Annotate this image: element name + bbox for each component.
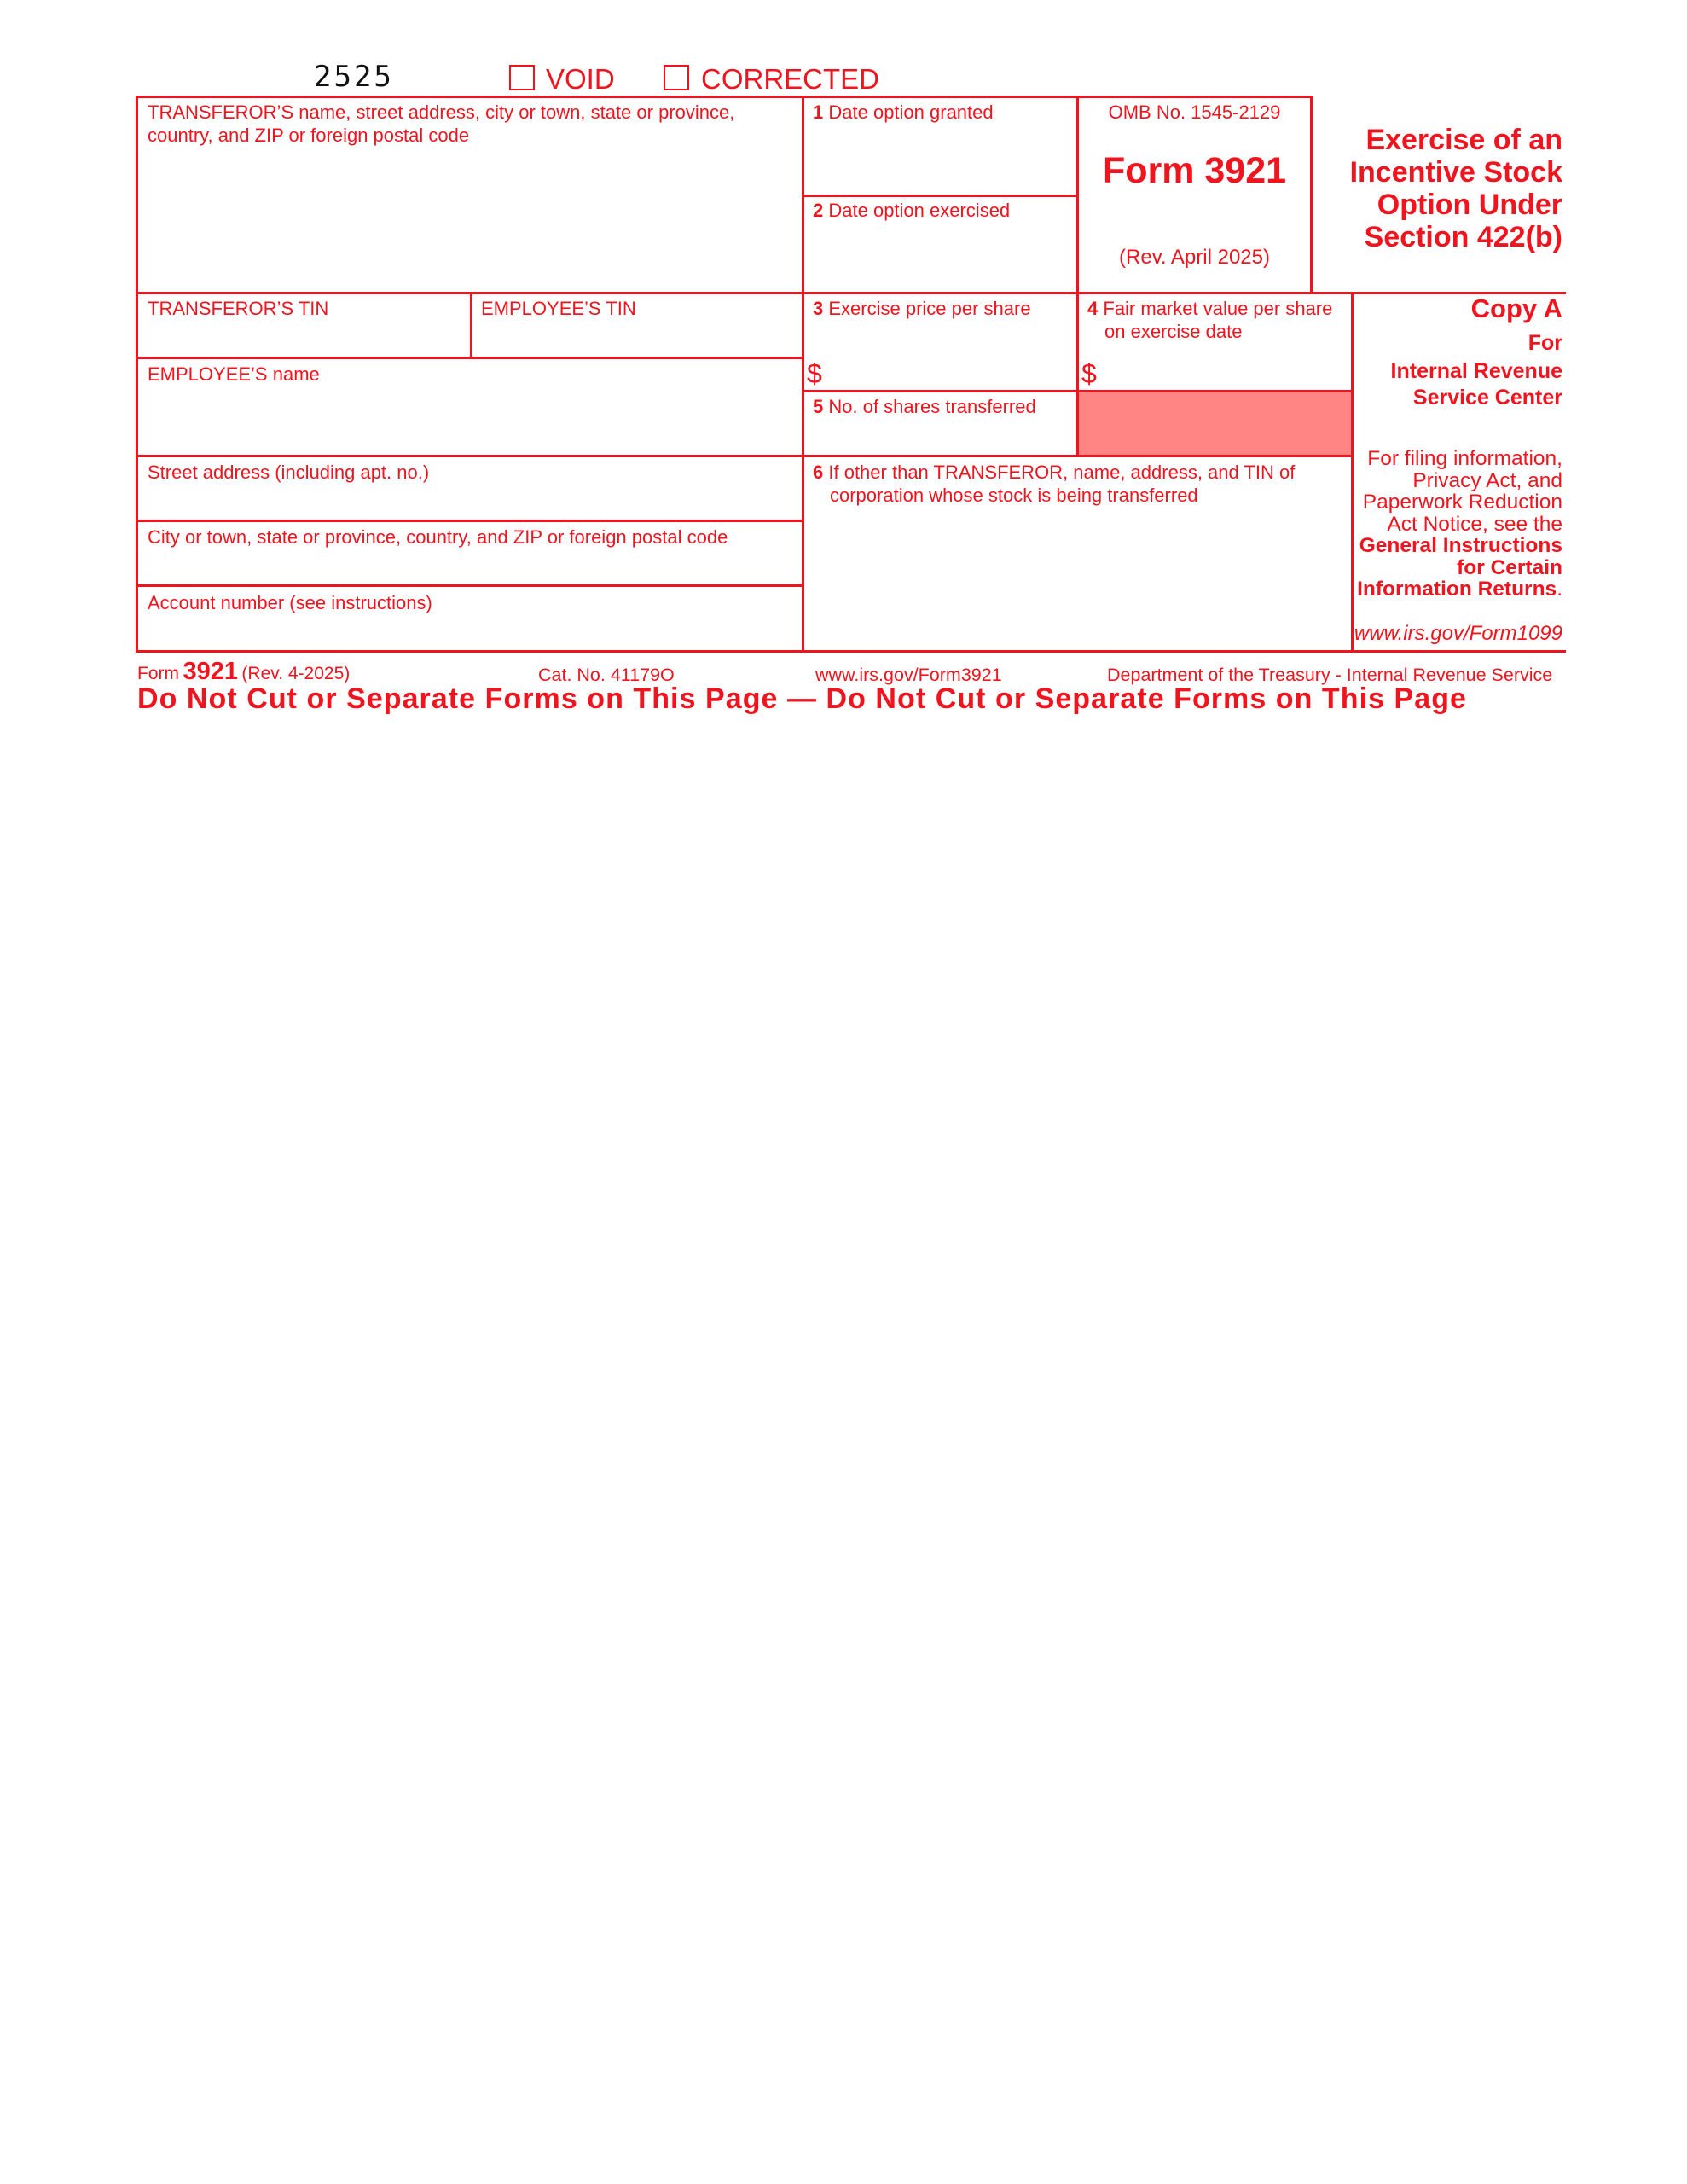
filing-info-line2: Privacy Act, and bbox=[1412, 468, 1562, 492]
account-number-field[interactable] bbox=[138, 616, 802, 650]
box5-label bbox=[813, 395, 1036, 418]
street-address-label: Street address (including apt. no.) bbox=[148, 462, 430, 483]
copy-destination-line1: Internal Revenue bbox=[1390, 359, 1562, 383]
form-title: Form 3921 bbox=[1102, 150, 1287, 191]
box4-label-line2: on exercise date bbox=[1104, 321, 1243, 342]
box2-number: 2 bbox=[813, 200, 824, 221]
box3-dollar-sign: $ bbox=[807, 358, 822, 389]
box5-text: No. of shares transferred bbox=[828, 396, 1036, 417]
copy-destination bbox=[1391, 358, 1562, 411]
general-instructions-period: . bbox=[1557, 578, 1562, 601]
box3-number: 3 bbox=[813, 298, 824, 319]
transferor-name-label-line2: country, and ZIP or foreign postal code bbox=[148, 125, 470, 146]
box6-label-line2: corporation whose stock is being transferred bbox=[830, 485, 1198, 506]
transferor-name-field[interactable] bbox=[138, 149, 802, 292]
box2-text: Date option exercised bbox=[828, 200, 1011, 221]
irs-form1099-link[interactable]: www.irs.gov/Form1099 bbox=[1354, 622, 1562, 645]
employee-tin-label: EMPLOYEE’S TIN bbox=[481, 298, 636, 319]
copy-a-label: Copy A bbox=[1470, 293, 1562, 323]
box1-text: Date option granted bbox=[828, 102, 994, 123]
filing-info bbox=[1357, 448, 1562, 601]
void-label: VOID bbox=[546, 63, 615, 95]
revision-date: (Rev. April 2025) bbox=[1119, 246, 1270, 269]
box3-text: Exercise price per share bbox=[828, 298, 1031, 319]
side-title-line4: Section 422(b) bbox=[1364, 221, 1562, 253]
footer-revision: (Rev. 4-2025) bbox=[241, 664, 351, 683]
box2-label bbox=[813, 199, 1010, 222]
void-checkbox[interactable] bbox=[509, 65, 535, 90]
employee-name-label: EMPLOYEE’S name bbox=[148, 363, 320, 385]
general-instructions-line1: General Instructions bbox=[1359, 534, 1562, 557]
box4-label-line1 bbox=[1087, 297, 1332, 320]
footer-cat-number: Cat. No. 41179O bbox=[538, 665, 675, 685]
footer-form-word: Form bbox=[137, 664, 179, 683]
omb-number: OMB No. 1545-2129 bbox=[1108, 102, 1281, 123]
box3-label bbox=[813, 297, 1031, 320]
footer-form-number: 3921 bbox=[183, 658, 238, 685]
copy-for-label: For bbox=[1528, 331, 1562, 355]
city-field[interactable] bbox=[138, 550, 802, 584]
employee-name-field[interactable] bbox=[138, 387, 802, 455]
city-label: City or town, state or province, country, and ZIP or foreign postal code bbox=[148, 526, 728, 548]
footer-department: Department of the Treasury - Internal Revenue Service bbox=[1107, 665, 1553, 685]
date-option-exercised-field[interactable] bbox=[804, 224, 1076, 292]
box6-text-line1: If other than TRANSFEROR, name, address, and TIN of bbox=[828, 462, 1296, 483]
box4-dollar-sign: $ bbox=[1081, 358, 1097, 389]
box6-number: 6 bbox=[813, 462, 824, 483]
transferor-name-label-line1: TRANSFEROR’S name, street address, city or town, state or province, bbox=[148, 102, 735, 123]
corrected-label: CORRECTED bbox=[701, 63, 880, 95]
copy-destination-line2: Service Center bbox=[1412, 386, 1562, 410]
date-option-granted-field[interactable] bbox=[804, 126, 1076, 195]
transferor-tin-label: TRANSFEROR’S TIN bbox=[148, 298, 329, 319]
side-title-line2: Incentive Stock bbox=[1349, 156, 1562, 189]
shaded-box bbox=[1079, 392, 1351, 455]
box6-label-line1 bbox=[813, 461, 1295, 484]
shares-transferred-field[interactable] bbox=[804, 420, 1076, 455]
box4-text-line1: Fair market value per share bbox=[1103, 298, 1333, 319]
general-instructions-line3: Information Returns bbox=[1357, 578, 1557, 601]
side-title-line3: Option Under bbox=[1377, 189, 1562, 221]
box1-label bbox=[813, 101, 994, 124]
do-not-cut-warning: Do Not Cut or Separate Forms on This Page — Do Not Cut or Separate Forms on This Page bbox=[137, 682, 1467, 715]
street-address-field[interactable] bbox=[138, 485, 802, 520]
corporation-info-field[interactable] bbox=[804, 512, 1351, 650]
general-instructions-line2: for Certain bbox=[1457, 555, 1562, 579]
box4-number: 4 bbox=[1087, 298, 1099, 319]
side-title-line1: Exercise of an bbox=[1365, 124, 1562, 156]
filing-info-line1: For filing information, bbox=[1367, 447, 1562, 470]
transferor-tin-field[interactable] bbox=[138, 321, 470, 357]
side-title bbox=[1350, 124, 1562, 253]
form-code: 2525 bbox=[314, 60, 394, 94]
filing-info-line3: Paperwork Reduction bbox=[1362, 491, 1562, 514]
filing-info-line4: Act Notice, see the bbox=[1387, 512, 1562, 536]
box5-number: 5 bbox=[813, 396, 824, 417]
corrected-checkbox[interactable] bbox=[664, 65, 689, 90]
box1-number: 1 bbox=[813, 102, 824, 123]
footer-url[interactable]: www.irs.gov/Form3921 bbox=[815, 665, 1002, 685]
exercise-price-field[interactable] bbox=[827, 324, 1076, 390]
fair-market-value-field[interactable] bbox=[1102, 346, 1351, 390]
employee-tin-field[interactable] bbox=[472, 321, 802, 357]
account-number-label: Account number (see instructions) bbox=[148, 592, 432, 613]
